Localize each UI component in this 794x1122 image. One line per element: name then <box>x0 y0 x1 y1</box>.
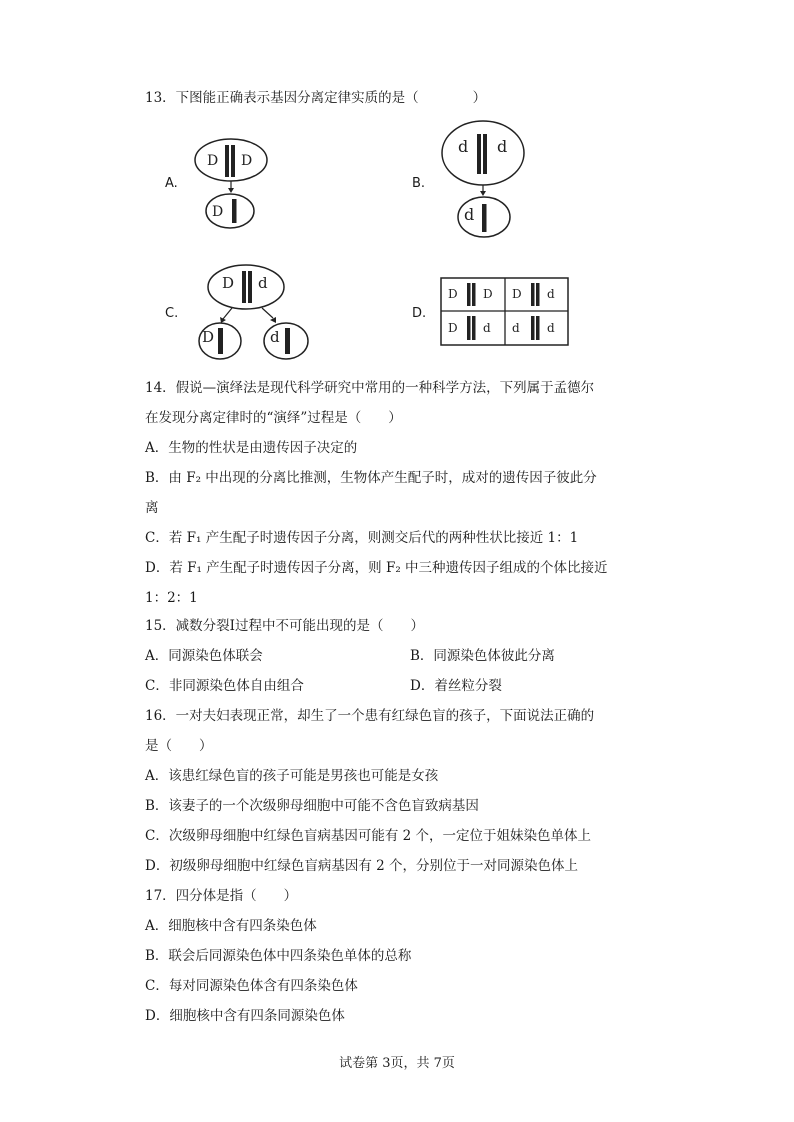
q14-option-b-line1: B．由 F₂ 中出现的分离比推测，生物体产生配子时，成对的遗传因子彼此分 <box>145 470 597 486</box>
q13-d-cell4-right: d <box>547 321 555 335</box>
q13-option-c-label: C. <box>165 306 179 321</box>
q13-stem: 13．下图能正确表示基因分离定律实质的是（ ） <box>145 90 487 106</box>
q14-option-d-line1: D．若 F₁ 产生配子时遗传因子分离，则 F₂ 中三种遗传因子组成的个体比接近 <box>145 560 608 576</box>
q13-d-cell1-right: D <box>483 287 493 301</box>
q13-d-cell2-left: D <box>512 287 522 301</box>
q13-c-gene-child-right: d <box>270 328 280 346</box>
q13-c-gene-right: d <box>258 274 268 292</box>
q14-option-c: C．若 F₁ 产生配子时遗传因子分离，则测交后代的两种性状比接近 1：1 <box>145 530 579 546</box>
q13-d-cell2-right: d <box>547 287 555 301</box>
q14-option-d-line2: 1：2：1 <box>145 590 198 606</box>
q15-option-b: B．同源染色体彼此分离 <box>410 648 555 664</box>
q13-d-cell1-left: D <box>448 287 458 301</box>
q13-a-gene-left: D <box>207 153 219 169</box>
q13-diagram-b <box>440 120 530 245</box>
q17-stem: 17．四分体是指（ ） <box>145 888 298 904</box>
q17-option-b: B．联会后同源染色体中四条染色单体的总称 <box>145 948 412 964</box>
q13-diagram-c <box>196 264 326 364</box>
q13-b-gene-left: d <box>458 137 469 156</box>
q16-stem-line1: 16．一对夫妇表现正常，却生了一个患有红绿色盲的孩子，下面说法正确的 <box>145 708 595 724</box>
q13-diagram-d <box>440 277 570 347</box>
q13-option-b-label: B. <box>412 176 426 191</box>
q15-stem: 15．减数分裂Ⅰ过程中不可能出现的是（ ） <box>145 618 425 634</box>
q15-option-a: A．同源染色体联会 <box>145 648 263 664</box>
q13-c-gene-child-left: D <box>202 328 215 346</box>
q13-diagram-a <box>190 138 280 238</box>
q17-option-a: A．细胞核中含有四条染色体 <box>145 918 317 934</box>
q13-option-d-label: D. <box>412 306 427 321</box>
q13-d-cell4-left: d <box>512 321 520 335</box>
q13-d-cell3-left: D <box>448 321 458 335</box>
q17-option-c: C．每对同源染色体含有四条染色体 <box>145 978 358 994</box>
q14-option-b-line2: 离 <box>145 500 159 516</box>
q15-option-d: D．着丝粒分裂 <box>410 678 502 694</box>
q13-a-gene-right: D <box>241 153 253 169</box>
q16-option-c: C．次级卵母细胞中红绿色盲病基因可能有 2 个，一定位于姐妹染色单体上 <box>145 828 592 844</box>
q16-option-d: D．初级卵母细胞中红绿色盲病基因有 2 个，分别位于一对同源染色体上 <box>145 858 578 874</box>
q13-b-gene-bottom: d <box>464 205 475 224</box>
q13-c-gene-left: D <box>222 274 235 292</box>
page-footer: 试卷第 3页，共 7页 <box>339 1056 455 1071</box>
q13-option-a-label: A. <box>165 176 178 191</box>
q16-option-b: B．该妻子的一个次级卵母细胞中可能不含色盲致病基因 <box>145 798 479 814</box>
q14-option-a: A．生物的性状是由遗传因子决定的 <box>145 440 358 456</box>
q13-b-gene-right: d <box>497 137 508 156</box>
q13-d-cell3-right: d <box>483 321 491 335</box>
q14-stem-line1: 14．假说—演绎法是现代科学研究中常用的一种科学方法，下列属于孟德尔 <box>145 380 595 396</box>
q16-stem-line2: 是（ ） <box>145 738 213 754</box>
q17-option-d: D．细胞核中含有四条同源染色体 <box>145 1008 345 1024</box>
q16-option-a: A．该患红绿色盲的孩子可能是男孩也可能是女孩 <box>145 768 439 784</box>
q14-stem-line2: 在发现分离定律时的“演绎”过程是（ ） <box>145 410 402 426</box>
q15-option-c: C．非同源染色体自由组合 <box>145 678 304 694</box>
q13-a-gene-bottom: D <box>212 204 224 220</box>
